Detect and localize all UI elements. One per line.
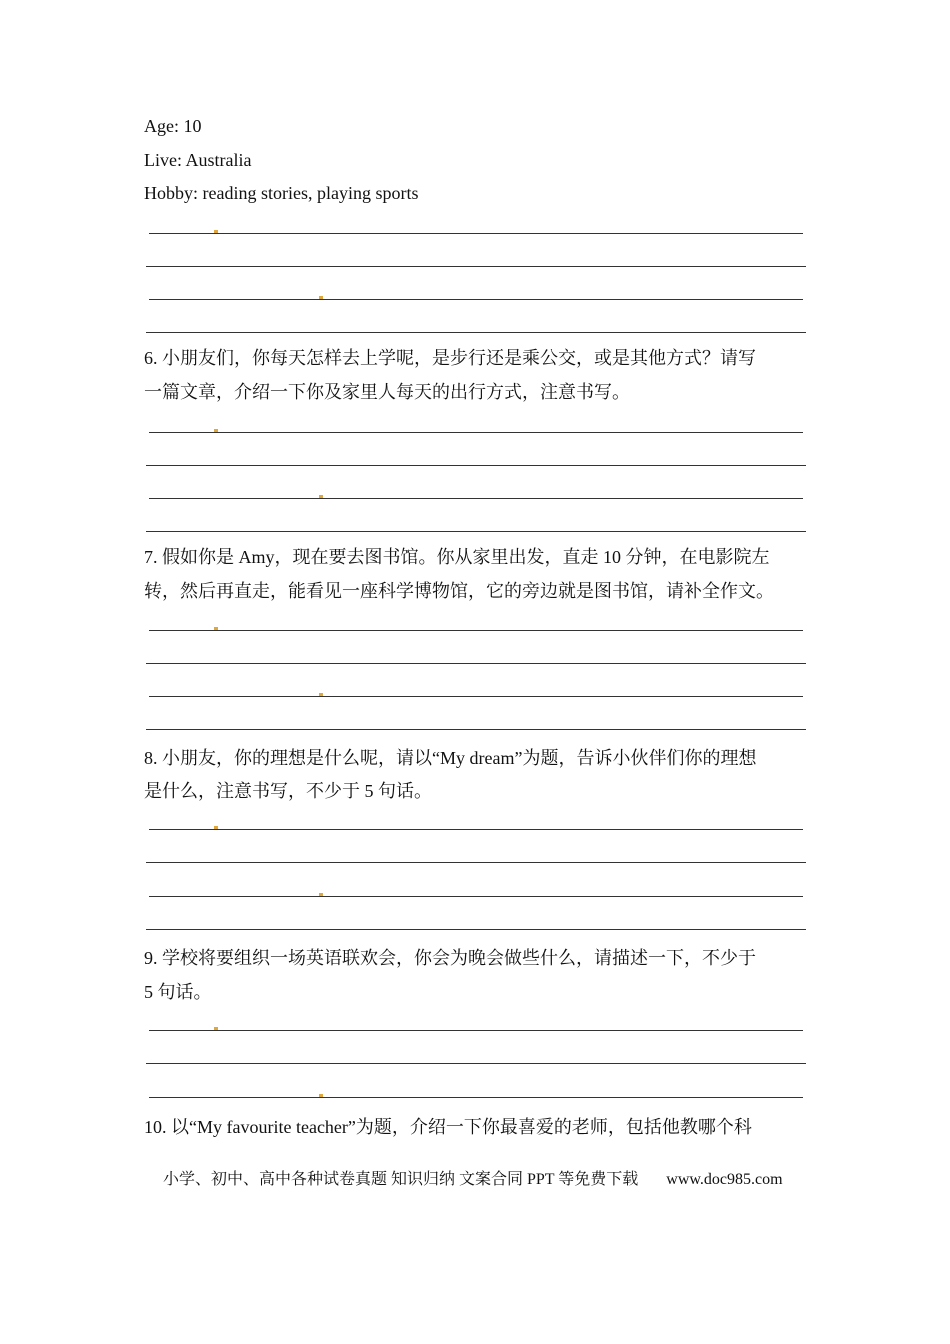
- marker-dot: [214, 429, 218, 432]
- answer-line[interactable]: [149, 1097, 803, 1098]
- answer-line[interactable]: [146, 332, 806, 333]
- profile-hobby: Hobby: reading stories, playing sports: [144, 183, 419, 203]
- marker-dot: [214, 627, 218, 630]
- question-7-line-2: 转，然后再直走，能看见一座科学博物馆，它的旁边就是图书馆，请补全作文。: [144, 581, 774, 601]
- marker-dot: [319, 495, 323, 498]
- marker-dot: [319, 1094, 323, 1097]
- answer-line[interactable]: [146, 266, 806, 267]
- answer-line[interactable]: [146, 1063, 806, 1064]
- question-8-line-1: 8. 小朋友，你的理想是什么呢，请以“My dream”为题，告诉小伙伴们你的理想: [144, 748, 757, 768]
- answer-line[interactable]: [149, 1030, 803, 1031]
- answer-line[interactable]: [146, 465, 806, 466]
- answer-line[interactable]: [146, 862, 806, 863]
- answer-line[interactable]: [149, 829, 803, 830]
- marker-dot: [319, 893, 323, 896]
- question-6-line-1: 6. 小朋友们，你每天怎样去上学呢，是步行还是乘公交，或是其他方式？请写: [144, 348, 756, 368]
- footer-text: 小学、初中、高中各种试卷真题 知识归纳 文案合同 PPT 等免费下载: [163, 1171, 639, 1188]
- footer-url[interactable]: www.doc985.com: [666, 1171, 783, 1188]
- answer-line[interactable]: [149, 299, 803, 300]
- question-9-line-2: 5 句话。: [144, 982, 212, 1002]
- answer-line[interactable]: [146, 663, 806, 664]
- answer-line[interactable]: [149, 630, 803, 631]
- answer-line[interactable]: [146, 929, 806, 930]
- profile-live: Live: Australia: [144, 150, 252, 170]
- marker-dot: [319, 693, 323, 696]
- question-10-line-1: 10. 以“My favourite teacher”为题，介绍一下你最喜爱的老师，包括他教哪个科: [144, 1117, 752, 1137]
- answer-line[interactable]: [149, 233, 803, 234]
- marker-dot: [214, 826, 218, 829]
- answer-line[interactable]: [149, 896, 803, 897]
- question-7-line-1: 7. 假如你是 Amy，现在要去图书馆。你从家里出发，直走 10 分钟，在电影院左: [144, 547, 770, 567]
- answer-line[interactable]: [146, 531, 806, 532]
- marker-dot: [214, 1027, 218, 1030]
- answer-line[interactable]: [149, 498, 803, 499]
- footer: [163, 1166, 783, 1189]
- question-8-line-2: 是什么，注意书写，不少于 5 句话。: [144, 781, 432, 801]
- answer-line[interactable]: [149, 696, 803, 697]
- answer-line[interactable]: [149, 432, 803, 433]
- answer-line[interactable]: [146, 729, 806, 730]
- question-6-line-2: 一篇文章，介绍一下你及家里人每天的出行方式，注意书写。: [144, 382, 630, 402]
- question-9-line-1: 9. 学校将要组织一场英语联欢会，你会为晚会做些什么，请描述一下，不少于: [144, 948, 756, 968]
- marker-dot: [319, 296, 323, 299]
- marker-dot: [214, 230, 218, 233]
- profile-age: Age: 10: [144, 116, 202, 136]
